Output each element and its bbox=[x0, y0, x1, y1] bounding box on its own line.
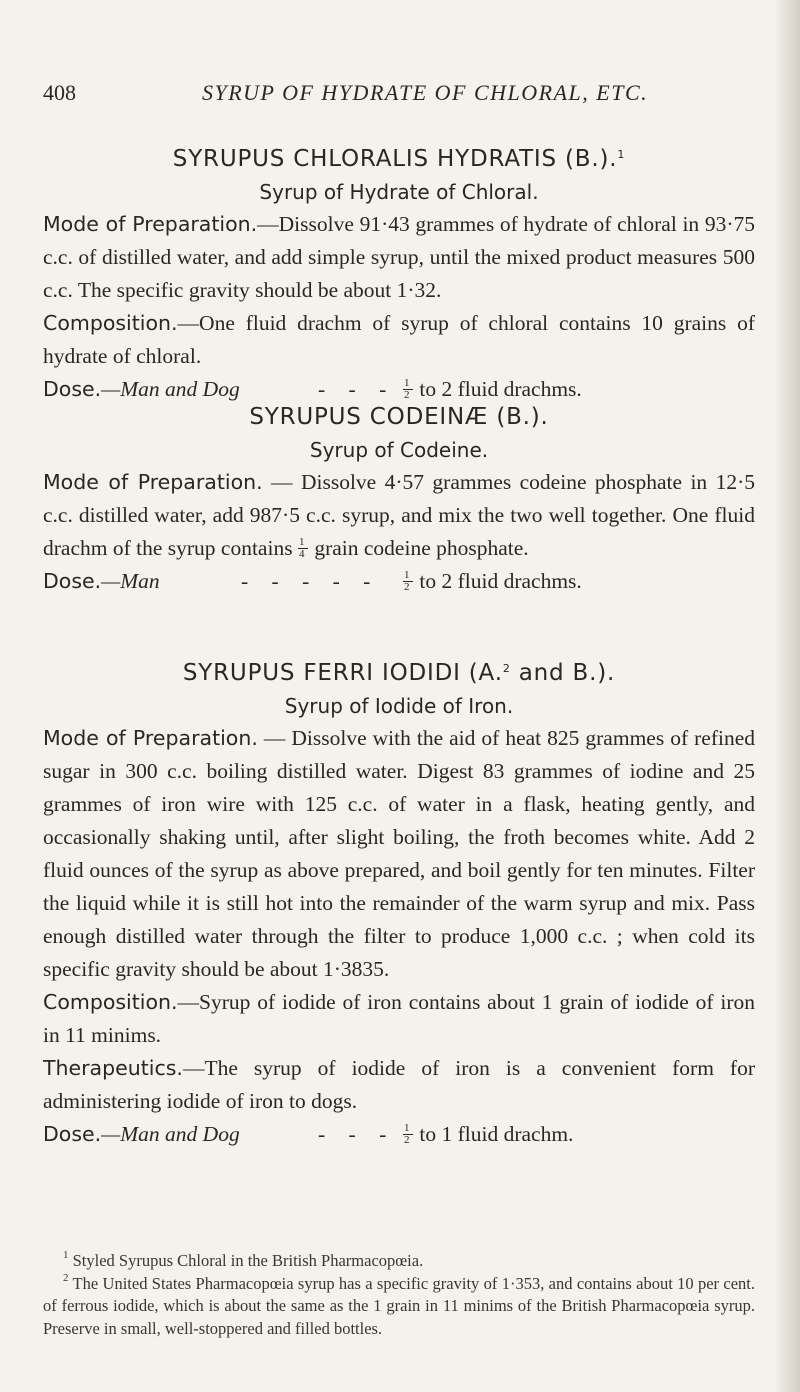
section-chloral bbox=[43, 142, 755, 406]
mode-label: Mode of Preparation. bbox=[43, 726, 258, 750]
fraction: $\frac{1}{2}$ bbox=[403, 1124, 414, 1144]
page-number: 408 bbox=[43, 80, 76, 105]
page-edge-shadow bbox=[774, 0, 800, 1392]
section-ferri-iodidi bbox=[43, 656, 755, 1151]
composition bbox=[43, 986, 755, 1052]
composition-text: —Syrup of iodide of iron contains about 1 grain of iodide of iron in 11 minims. bbox=[43, 990, 755, 1047]
mode-text: — Dissolve with the aid of heat 825 grammes of refined sugar in 300 c.c. boiling distilled water. Digest 83 grammes of iodine and 25 grammes of iron wire with 125 c.c. of water in a flask, heating gently, and occasionally shaking until, after slight boiling, the froth becomes white. Add 2 fluid ounces of the syrup as above prepared, and boil gently for ten minutes. Filter the liquid while it is still hot into the remainder of the warm syrup and mix. Pass enough distilled water through the filter to produce 1,000 c.c. ; when cold its specific gravity should be about 1·3835. bbox=[43, 726, 755, 981]
dose-who: —Man and Dog bbox=[101, 1122, 240, 1146]
dose-leader: - - - - - bbox=[241, 569, 371, 593]
dose-leader: - - - bbox=[318, 1122, 387, 1146]
footnote-1: $^1$ Styled Syrupus Chloral in the British Pharmacopœia. bbox=[63, 1249, 424, 1270]
dose-label: Dose. bbox=[43, 377, 102, 401]
dose-line bbox=[43, 1118, 755, 1151]
dose-leader: - - - bbox=[318, 377, 387, 401]
running-title: SYRUP OF HYDRATE OF CHLORAL, ETC. bbox=[202, 80, 649, 105]
section-title: SYRUPUS CHLORALIS HYDRATIS (B.).$^1$ bbox=[172, 146, 626, 172]
dose-label: Dose. bbox=[43, 1122, 102, 1146]
section-title: SYRUPUS CODEINÆ (B.). bbox=[249, 404, 549, 430]
footnotes bbox=[43, 1250, 755, 1340]
mode-of-preparation bbox=[43, 466, 755, 565]
section-subtitle: Syrup of Codeine. bbox=[309, 438, 489, 462]
mode-text: — Dissolve 4·57 grammes codeine phosphate in 12·5 c.c. distilled water, add 987·5 c.c. syrup, and mix the two well together. One fluid drachm of the syrup contains bbox=[43, 470, 755, 560]
dose-amount: $\frac{1}{2}$ to 1 fluid drachm. bbox=[404, 1122, 574, 1146]
section-codeine bbox=[43, 400, 755, 598]
footnote-ref: 2 bbox=[502, 662, 511, 675]
section-title: SYRUPUS FERRI IODIDI (A.$^2$ and B.). bbox=[182, 660, 616, 686]
mode-text: —Dissolve 91·43 grammes of hydrate of chloral in 93·75 c.c. of distilled water, and add simple syrup, until the mixed product measures 500 c.c. The specific gravity should be about 1·32. bbox=[43, 212, 755, 302]
composition-label: Composition. bbox=[43, 990, 178, 1014]
therapeutics bbox=[43, 1052, 755, 1118]
mode-of-preparation bbox=[43, 208, 755, 307]
dose-who: —Man and Dog bbox=[101, 377, 240, 401]
footnote-2: $^2$ The United States Pharmacopœia syrup has a specific gravity of 1·353, and contains about 10 per cent. of ferrous iodide, which is about the same as the 1 grain in 11 minims of the British Pharmacopœia syrup. Preserve in small, well-stoppered and filled bottles. bbox=[43, 1271, 755, 1338]
fraction: $\frac{1}{2}$ bbox=[403, 571, 414, 591]
mode-text-end: grain codeine phosphate. bbox=[314, 536, 529, 560]
mode-label: Mode of Preparation. bbox=[43, 212, 258, 236]
dose-line bbox=[43, 565, 755, 598]
section-subtitle: Syrup of Iodide of Iron. bbox=[284, 694, 514, 718]
composition bbox=[43, 307, 755, 373]
therapeutics-text: —The syrup of iodide of iron is a convenient form for administering iodide of iron to dogs. bbox=[43, 1056, 755, 1113]
mode-of-preparation bbox=[43, 722, 755, 986]
fraction: $\frac{1}{2}$ bbox=[403, 379, 414, 399]
dose-label: Dose. bbox=[43, 569, 102, 593]
footnote-ref: 1 bbox=[617, 148, 626, 161]
section-subtitle: Syrup of Hydrate of Chloral. bbox=[259, 180, 539, 204]
mode-label: Mode of Preparation. bbox=[43, 470, 263, 494]
dose-amount: $\frac{1}{2}$ to 2 fluid drachms. bbox=[404, 569, 582, 593]
therapeutics-label: Therapeutics. bbox=[43, 1056, 183, 1080]
dose-amount: $\frac{1}{2}$ to 2 fluid drachms. bbox=[404, 377, 582, 401]
composition-text: —One fluid drachm of syrup of chloral contains 10 grains of hydrate of chloral. bbox=[43, 311, 755, 368]
fraction: $\frac{1}{4}$ bbox=[298, 538, 309, 558]
composition-label: Composition. bbox=[43, 311, 178, 335]
dose-who: —Man bbox=[101, 569, 160, 593]
